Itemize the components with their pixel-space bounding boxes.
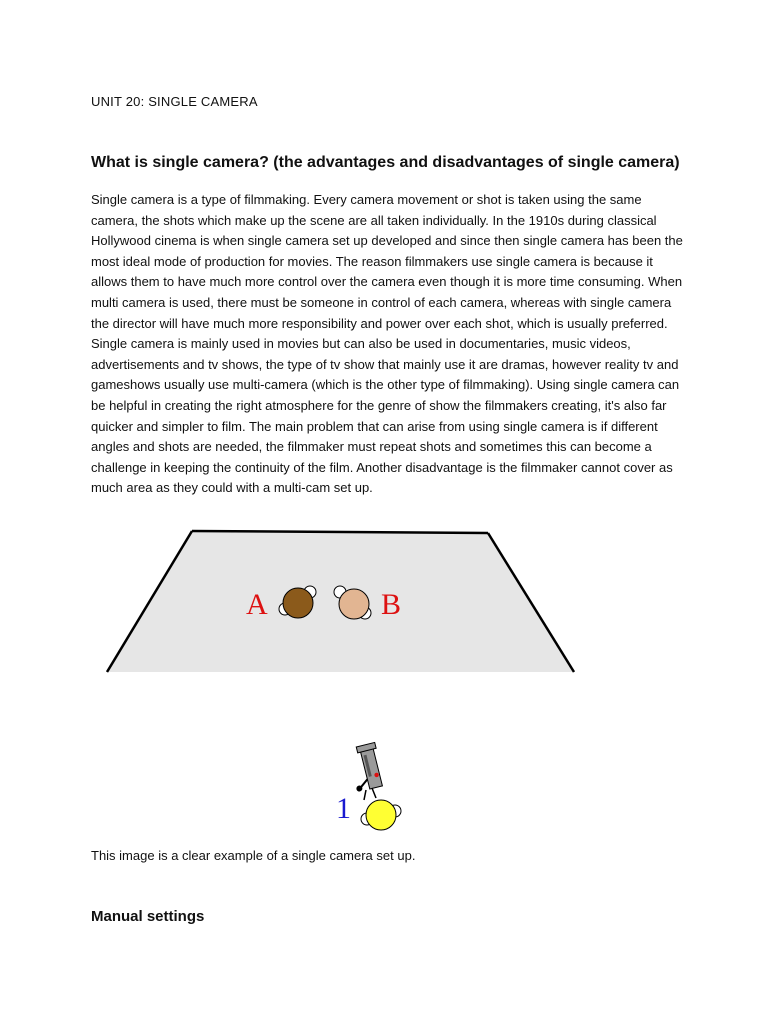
label-camera-1: 1 — [336, 792, 351, 825]
actor-b-head — [339, 589, 369, 619]
subheading-manual-settings: Manual settings — [91, 908, 205, 925]
operator-head — [366, 800, 396, 830]
label-b: B — [381, 588, 402, 621]
single-camera-diagram — [104, 528, 580, 834]
figure-caption: This image is a clear example of a single camera set up. — [91, 848, 416, 863]
actor-a-head — [283, 588, 313, 618]
unit-title: UNIT 20: SINGLE CAMERA — [91, 94, 258, 109]
label-a: A — [246, 588, 268, 621]
body-paragraph: Single camera is a type of filmmaking. Every camera movement or shot is taken using the same camera, the shots which make up the scene are all taken individually. In the 1910s during classical Hollywood cinema is when single camera set up developed and since then single camera has been the most ideal mode of production for movies. The reason filmmakers use single camera is because it allows them to have much more control over the camera even though it is more time consuming. When multi camera is used, there must be someone in control of each camera, whereas with single camera the director will have much more responsibility and power over each shot, which is usually preferred. Single camera is mainly used in movies but can also be used in documentaries, music videos, advertisements and tv shows, the type of tv show that mainly use it are dramas, however reality tv and gameshows usually use multi-camera (which is the other type of filmmaking). Using single camera can be helpful in creating the right atmosphere for the genre of show the filmmakers creating, it's also far quicker and simpler to film. The main problem that can arise from using single camera is if different angles and shots are needed, the filmmaker must repeat shots and sometimes this can become a challenge in keeping the continuity of the film. Another disadvantage is the filmmaker cannot cover as much area as they could with a multi-cam set up. — [91, 192, 683, 496]
camera-icon — [347, 742, 386, 792]
camera-operator-figure — [361, 800, 401, 830]
section-heading: What is single camera? (the advantages and disadvantages of single camera) — [91, 154, 680, 171]
